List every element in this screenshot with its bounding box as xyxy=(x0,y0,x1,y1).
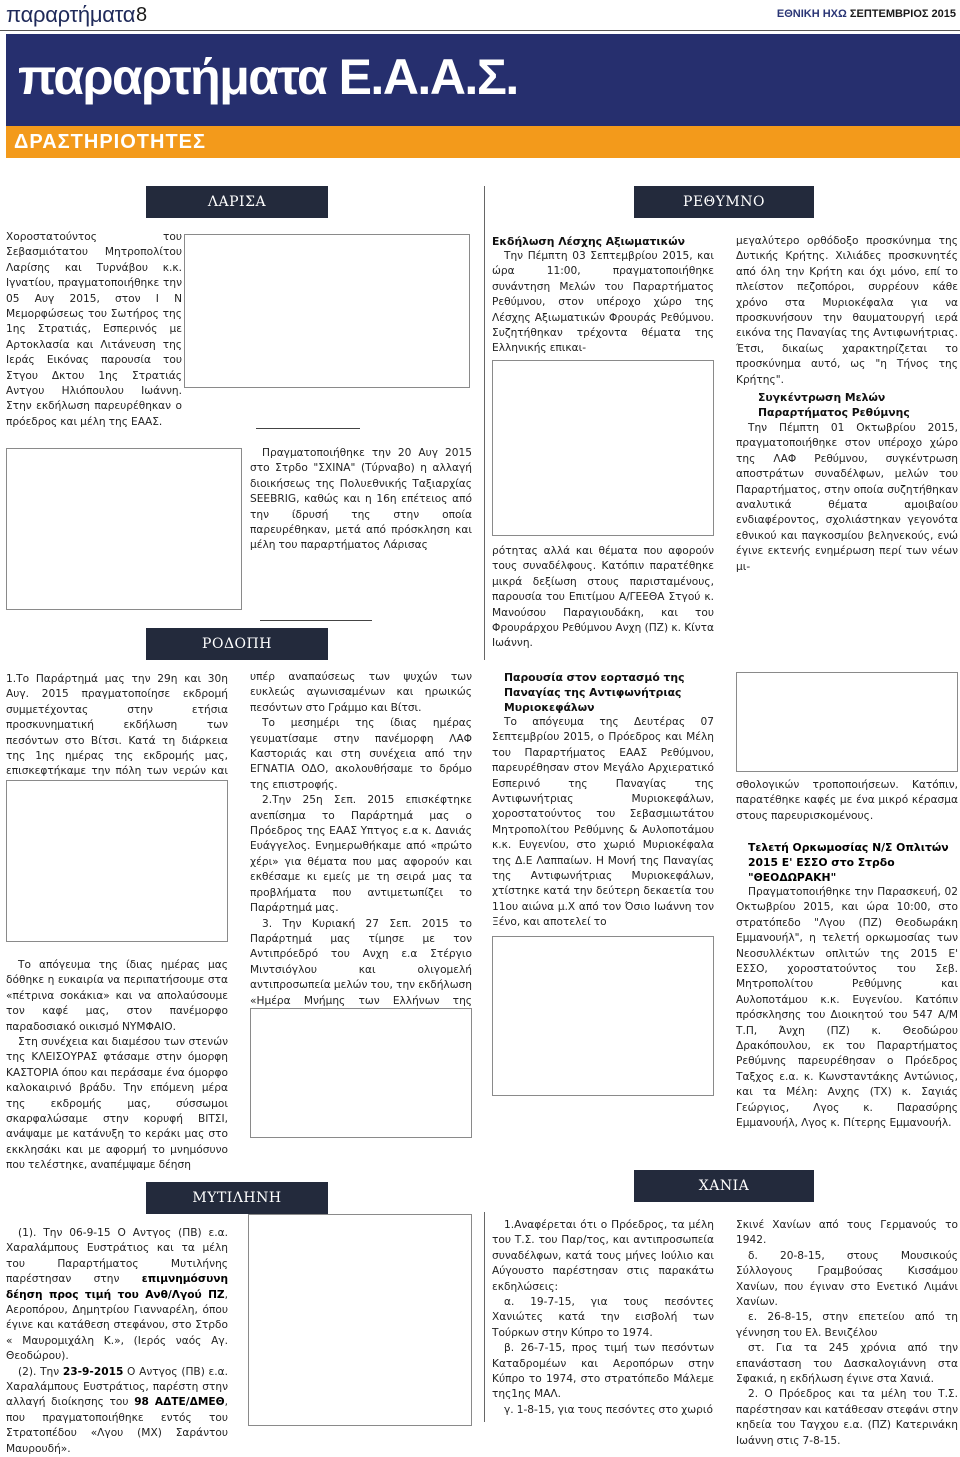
photo-rethymno-2 xyxy=(492,936,714,1096)
mytilini-text-part: , που πραγματοποιήθηκε εντός του Στρατοπέδου «Λγου (ΜΧ) Σαράντου Μαυρουδή». xyxy=(6,1396,228,1455)
rethymno-paragraph: Την Πέμπτη 03 Σεπτεμβρίου 2015, και ώρα 11:00, πραγματοποιήθηκε συνάντηση Μελών του Παραρτήματος Ρεθύμνου, στον υπέροχο χώρο της Λέσχης Αξιωματικών Φρουράς Ρεθύμνου. Συζητήθηκαν τρέχοντα θέματα της Ελληνικής επικαι- xyxy=(492,250,714,355)
mytilini-text-part: (2). Την xyxy=(18,1365,63,1378)
masthead xyxy=(777,8,956,20)
paper-brand: ΕΘΝΙΚΗ ΗΧΩ xyxy=(776,8,847,20)
column-divider xyxy=(484,186,485,660)
rodopi-text-1 xyxy=(6,672,228,795)
chania-paragraph: Σκινέ Χανίων από τους Γερμανούς το 1942. xyxy=(736,1219,958,1247)
issue-date: ΣΕΠΤΕΜΒΡΙΟΣ 2015 xyxy=(849,8,956,20)
region-label-rethymno: ΡΕΘΥΜΝΟ xyxy=(634,186,814,218)
photo-larisa-2 xyxy=(6,448,242,610)
chania-paragraph: στ. Για τα 245 χρόνια από την επανάσταση του Δασκαλογιάννη στα Σφακιά, η εκδήλωση έγινε στα Χανιά. xyxy=(736,1342,958,1386)
mytilini-emphasis: 98 ΑΔΤΕ/ΔΜΕΘ xyxy=(134,1396,225,1409)
chania-text-1 xyxy=(492,1218,714,1418)
photo-rodopi-2 xyxy=(250,1008,472,1138)
divider xyxy=(256,428,360,429)
rodopi-text-2 xyxy=(6,958,228,1174)
rethymno-heading: Παρουσία στον εορτασμό της Παναγίας της Αντιφωνήτριας Μυριοκεφάλων xyxy=(504,671,685,714)
chania-paragraph: δ. 20-8-15, στους Μουσικούς Σύλλογους Γραμβούσας Κισσάμου Χανίων, που έγιναν στο Ενετικό Λιμάνι Χανίων. xyxy=(736,1249,958,1309)
mytilini-emphasis: επιμνημόσυνη δέηση προς τιμή του Ανθ/Λγού ΠΖ xyxy=(6,1273,228,1301)
rethymno-block-5 xyxy=(492,670,714,931)
column-divider xyxy=(484,1212,485,1422)
mytilini-text-part: Ο Αντγος (ΠΒ) ε.α. Χαραλάμπους Ευστράτιος, παρέστη στην αλλαγή διοίκησης του xyxy=(6,1365,228,1409)
rodopi-paragraph: Στη συνέχεια και διαμέσου των στενών της ΚΛΕΙΣΟΥΡΑΣ φτάσαμε στην όμορφη ΚΑΣΤΟΡΙΑ όπου και περάσαμε ένα όμορφο καλοκαιρινό βράδυ. Την επόμενη μέρα της εκδρομής μας, σύσσωμοι σκαρφαλώσαμε στην κορυφή ΒΙΤΣΙ, ανάψαμε με κατάνυξη το κεράκι μας στο εκκλησάκι και με αφορμή το μνημόσυνο που τελέστηκε, αναπέμψαμε δέηση xyxy=(6,1036,228,1172)
rethymno-paragraph: μεγαλύτερο ορθόδοξο προσκύνημα της Δυτικής Κρήτης. Χιλιάδες προσκυνητές από όλη την Κρήτη και όχι μόνο, επί το πλείστον πεζοπόροι, συρρέουν κάθε χρόνο στα Μυριοκέφαλα για να προσκυνήσουν την θαυματουργή ιερά εικόνα της Παναγίας της Αντιφωνήτριας. Έτσι, δικαίως χαρακτηρίζεται το προσκύνημα αυτό, ως "η Τήνος της Κρήτης". xyxy=(736,235,958,386)
rethymno-block-7 xyxy=(736,840,958,1132)
mytilini-text-part: (1). Την 06-9-15 Ο Αντγος (ΠΒ) ε.α. Χαραλάμπους Ευστράτιος και τα μέλη του Παραρτήματος Μυτιλήνης παρέστησαν στην xyxy=(6,1227,228,1286)
rodopi-paragraph: Το απόγευμα της ίδιας ημέρας μας δόθηκε η ευκαιρία να περιπατήσουμε στα «πέτρινα σοκάκια» και να απολαύσουμε τον καφέ μας, στον πανέμορφο παραδοσιακό οικισμό ΝΥΜΦΑΙΟ. xyxy=(6,959,228,1033)
photo-rethymno-3 xyxy=(736,672,958,772)
larisa-text-2 xyxy=(250,446,472,554)
rethymno-paragraph: Την Πέμπτη 01 Οκτωβρίου 2015, πραγματοποιήθηκε στον υπέροχο χώρο της ΛΑΦ Ρεθύμνου, συγκέντρωση αποστράτων συναδέλφων, μελών του Παραρτήματος, στην οποία συζητήθηκαν αναλυτικά θέματα αμοιβαίου ενδιαφέροντος, σχολιάστηκαν γεγονότα εθνικού και παγκοσμίου βεληνεκούς, ενώ έγινε εκτενής ενημέρωση περί των νέων μι- xyxy=(736,422,958,573)
rethymno-text-3 xyxy=(736,234,958,388)
rodopi-paragraph: 3. Την Κυριακή 27 Σεπ. 2015 το Παράρτημά μας τίμησε με τον Αντιπρόεδρό του Ανχη ε.α Στέργιο Μιντσιόγλου και ολιγομελή αντιπροσωπεία μελών του, την εκδήλωση «Ημέρα Μνήμης των Ελλήνων της xyxy=(250,917,472,1007)
divider xyxy=(260,620,372,621)
rodopi-paragraph: 1.Το Παράρτημά μας την 29η και 30η Αυγ. 2015 πραγματοποίησε εκδρομή συμμετέχοντας στην ετήσια προσκυνηματική εκδήλωση των πεσόντων στο Βίτσι. Κατά τη διάρκεια της 1ης ημέρας της εκδρομής μας, επισκεφτήκαμε την πόλη των νερών και xyxy=(6,673,228,778)
chania-text-2 xyxy=(736,1218,958,1449)
rethymno-heading: Συγκέντρωση Μελών Παραρτήματος Ρεθύμνης xyxy=(758,391,910,419)
rethymno-paragraph: ρότητας αλλά και θέματα που αφορούν τους συναδέλφους. Κατόπιν παρατέθηκε μικρά δεξίωση στους παρισταμένους, παρουσία του Επιτίμου Α/ΓΕΕΘΑ Στγού κ. Μανούσου Παραγιουδάκη, και του Φρουράρχου Ρεθύμνου Ανχη (ΠΖ) κ. Κίντα Ιωάννη. xyxy=(492,545,714,650)
larisa-paragraph: Πραγματοποιήθηκε την 20 Αυγ 2015 στο Στρδο "ΣΧΙΝΑ" (Τύρναβο) η αλλαγή διοικήσεως της Πολυεθνικής Ταξιαρχίας SEEBRIG, καθώς και η 16η επέτειος από την ίδρυσή της στην οποία παρευρέθηκαν, μετά από πρόσκληση και μέλη του παραρτήματος Λάρισας xyxy=(250,447,472,552)
rodopi-paragraph: υπέρ αναπαύσεως των ψυχών των ευκλεώς αγωνισαμένων και ηρωικώς πεσόντων στο Γράμμο και Βίτσι. xyxy=(250,671,472,714)
rodopi-paragraph: Το μεσημέρι της ίδιας ημέρας γευματίσαμε στην πανέμορφη ΛΑΦ Καστοριάς και στη συνέχεια από την ΕΓΝΑΤΙΑ ΟΔΟ, ακολουθήσαμε το δρόμο της επιστροφής. xyxy=(250,717,472,791)
rethymno-text-6 xyxy=(736,778,958,824)
photo-larisa-1 xyxy=(184,234,470,388)
region-label-larisa: ΛΑΡΙΣΑ xyxy=(146,186,328,218)
chania-paragraph: α. 19-7-15, για τους πεσόντες Χανιώτες κατά την εισβολή των Τούρκων στην Κύπρο το 1974. xyxy=(492,1296,714,1339)
photo-mytilini xyxy=(248,1214,472,1426)
region-label-chania: ΧΑΝΙΑ xyxy=(634,1170,814,1202)
rethymno-paragraph: Το απόγευμα της Δευτέρας 07 Σεπτεμβρίου 2015, ο Πρόεδρος και Μέλη του Παραρτήματος ΕΑΑΣ Ρεθύμνου, παρευρέθησαν στον Μεγάλο Αρχιερατικό Εσπερινό της Παναγίας της Αντιφωνήτριας Μυριοκεφάλων, χοροστατούντος του Σεβασμιωτάτου Μητροπολίτου Ρεθύμνης & Αυλοποτάμου κ.κ. Ευγενίου, στο χωριό Μυριοκέφαλα της Δ.Ε Λαππαίων. Η Μονή της Παναγίας της Αντιφωνήτριας Μυριοκεφάλων, χτίστηκε κατά την δεύτερη δεκαετία του 11ου αιώνα μ.Χ από τον Όσιο Ιωάννη τον Ξένο, και αποτελεί το xyxy=(492,716,714,929)
rethymno-text-2 xyxy=(492,544,714,652)
header-divider xyxy=(0,30,960,31)
rethymno-block-4 xyxy=(758,390,958,420)
rethymno-paragraph: σθολογικών τροποποιήσεων. Κατόπιν, παρατέθηκε καφές με ένα μικρό κέρασμα στους παρευρισκομένους. xyxy=(736,779,958,822)
chania-paragraph: ε. 26-8-15, στην επετείου από τη γέννηση του Ελ. Βενιζέλου xyxy=(736,1311,958,1339)
section-label: παραρτήματα xyxy=(6,2,136,27)
mytilini-emphasis: 23-9-2015 xyxy=(62,1365,124,1378)
mytilini-text xyxy=(6,1226,228,1457)
region-label-rodopi: ΡΟΔΟΠΗ xyxy=(146,628,328,660)
chania-paragraph: 2. Ο Πρόεδρος και τα μέλη του Τ.Σ. παρέστησαν και κατάθεσαν στεφάνι στην κηδεία του Ταγχου ε.α. (ΠΖ) Κατερινάκη Ιωάννη στις 7-8-15. xyxy=(736,1388,958,1447)
page-number: 8 xyxy=(136,4,148,26)
rethymno-paragraph: Πραγματοποιήθηκε την Παρασκευή, 02 Οκτωβρίου 2015, και ώρα 10:00, στο στρατόπεδο "Λγου (ΠΖ) Θεοδωράκη Εμμανουήλ", η τελετή ορκωμοσίας των Νεοσυλλέκτων οπλιτών της 2015 Ε' ΕΣΣΟ, χοροστατούντος του Σεβ. Μητροπολίτου Ρεθύμνης και Αυλοποτάμου κ.κ. Ευγενίου. Κατόπιν πρόσκλησης του Διοικητού του 547 Α/Μ Τ.Π, Άνχη (ΠΖ) κ. Θεοδώρου Δρακόπουλου, εκ του Παραρτήματος Ρεθύμνης παρευρέθησαν ο Πρόεδρος Ταξχος ε.α. κ. Κωνσταντάκης Αντώνιος, και τα Μέλη: Ανχης (ΤΧ) κ. Σαγιάς Γεώργιος, Λγος κ. Παρασύρης Εμμανουήλ, Λγος κ. Πίτερης Εμμανουήλ. xyxy=(736,886,958,1130)
mytilini-text-part: , Αεροπόρου, Δημητρίου Γιανναρέλη, όπου έγινε και κατάθεση στεφάνου, στο Στρδο « Μαυρομιχάλη Κ.», (Ιερός ναός Αγ. Θεοδώρου). xyxy=(6,1288,228,1363)
rethymno-heading: Εκδήλωση Λέσχης Αξιωματικών xyxy=(492,235,685,248)
larisa-paragraph: Χοροστατούντος του Σεβασμιότατου Μητροπολίτου Λαρίσης και Τυρνάβου κ.κ. Ιγνατίου, πραγματοποιήθηκε την 05 Αυγ 2015, στον Ι Ν Μεμορφώσεως του Σωτήρος της 1ης Στρατιάς, Εσπερινός με Αρτοκλασία και Λιτάνευση της Ιεράς Εικόνας παρουσία του Στγου Δκτου 1ης Στρατιάς Αντγου Ηλιόπουλου Ιωάννη. Στην εκδήλωση παρευρέθηκαν ο πρόεδρος και μέλη της ΕΑΑΣ. xyxy=(6,231,182,428)
rethymno-block-1 xyxy=(492,234,714,357)
photo-rodopi-1 xyxy=(6,780,228,942)
chania-paragraph: γ. 1-8-15, για τους πεσόντες στο χωριό xyxy=(504,1403,713,1416)
larisa-text-1 xyxy=(6,230,182,430)
chania-paragraph: 1.Αναφέρεται ότι ο Πρόεδρος, τα μέλη του Τ.Σ. του Παρ/τος, και αντιπροσωπεία συναδέλφων, κατά τους μήνες Ιούλιο και Αύγουστο παρέστησαν στις παρακάτω εκδηλώσεις: xyxy=(492,1219,714,1293)
banner-subtitle: ΔΡΑΣΤΗΡΙΟΤΗΤΕΣ xyxy=(14,131,207,153)
chania-paragraph: β. 26-7-15, προς τιμή των πεσόντων Καταδρομέων και Αεροπόρων στην Κύπρο το 1974, στο στρατόπεδο Μάλεμε της1ης ΜΑΛ. xyxy=(492,1342,714,1401)
photo-rethymno-1 xyxy=(492,360,714,536)
banner-title: παραρτήματα Ε.Α.Α.Σ. xyxy=(18,49,518,105)
rethymno-heading: Τελετή Ορκωμοσίας Ν/Σ Οπλιτών 2015 Ε' ΕΣΣΟ στο Στρδο "ΘΕΟΔΩΡΑΚΗ" xyxy=(748,841,949,884)
rethymno-text-4 xyxy=(736,421,958,575)
region-label-mytilini: ΜΥΤΙΛΗΝΗ xyxy=(146,1182,328,1214)
rodopi-paragraph: 2.Την 25η Σεπ. 2015 επισκέφτηκε ανεπίσημα το Παράρτημά μας ο Πρόεδρος της ΕΑΑΣ Υπτγος ε.α κ. Δανιάς Ευάγγελος. Ενημερωθήκαμε από «πρώτο χέρι» για θέματα που μας αφορούν και εκθέσαμε κι εμείς με τη σειρά μας τα προβλήματα που αντιμετωπίζει το Παράρτημά μας. xyxy=(250,794,472,915)
